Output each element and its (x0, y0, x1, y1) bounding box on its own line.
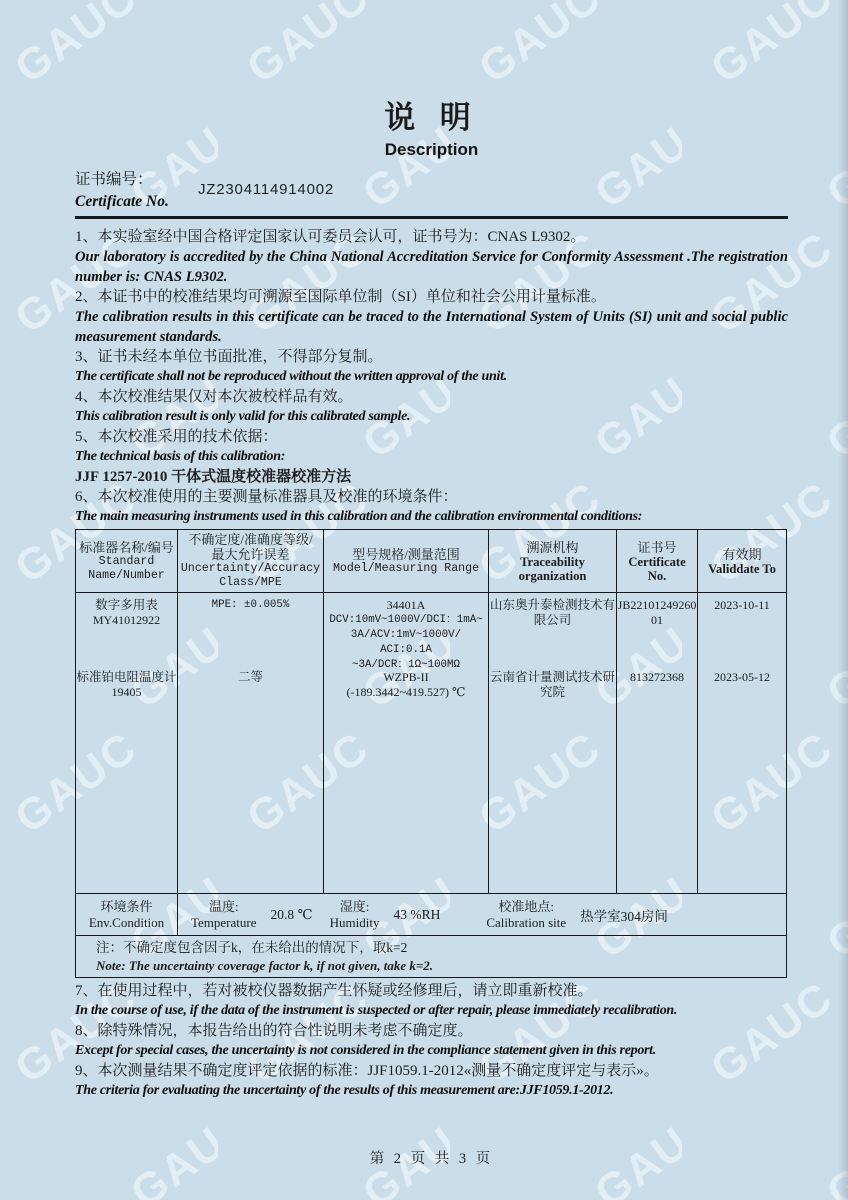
certificate-number-value: JZ2304114914002 (198, 181, 334, 198)
col-traceability: 山东奥升泰检测技术有 限公司 云南省计量测试技术研 究院 (488, 593, 616, 893)
header-valid-date: 有效期 Validdate To (697, 530, 786, 592)
note-cn: 注：不确定度包含因子k，在未给出的情况下，取k=2 (96, 940, 408, 955)
clause-6-en: The main measuring instruments used in this calibration and the calibration environmental conditions: (75, 509, 643, 524)
humidity-value: 43 %RH (393, 906, 441, 922)
calibration-site-label: 校准地点: Calibration site (486, 898, 567, 930)
env-condition-label: 环境条件 Env.Condition (88, 898, 165, 930)
clause-5 (75, 427, 788, 487)
clause-8-cn: 8、除特殊情况，本报告给出的符合性说明未考虑不确定度。 (75, 1023, 473, 1039)
clause-9-cn: 9、本次测量结果不确定度评定依据的标准：JJF1059.1-2012«测量不确定度评定与表示»。 (75, 1063, 659, 1079)
clause-4-en: This calibration result is only valid for this calibrated sample. (75, 409, 411, 424)
clause-6 (75, 487, 788, 527)
temperature-value: 20.8 ℃ (270, 906, 313, 922)
clauses-top (75, 227, 788, 527)
clause-5-en: The technical basis of this calibration: (75, 449, 286, 464)
clause-9 (75, 1061, 788, 1101)
clause-9-en: The criteria for evaluating the uncertainty of the results of this measurement are:JJF1059.1-2012. (75, 1083, 614, 1098)
env-values (177, 894, 786, 935)
col-model-range: 34401A DCV:10mV~1000V/DCI：1mA~ 3A/ACV:1mV~1000V/ ACI:0.1A ~3A/DCR：1Ω~100MΩ WZPB-II (-189.3442~419.527) ℃ (323, 593, 488, 893)
note-row (76, 936, 786, 977)
note-en: Note: The uncertainty coverage factor k, if not given, take k=2. (96, 958, 434, 973)
certificate-number-block (75, 169, 788, 215)
col-certificate-no: JB22101249260 01 813272368 (616, 593, 697, 893)
clause-3-cn: 3、证书未经本单位书面批准，不得部分复制。 (75, 349, 383, 365)
clause-3-en: The certificate shall not be reproduced without the written approval of the unit. (75, 369, 507, 384)
clause-4-cn: 4、本次校准结果仅对本次被校样品有效。 (75, 389, 353, 405)
table-data-rows (76, 593, 786, 894)
temperature-label: 温度: Temperature (191, 898, 257, 930)
clause-1-cn: 1、本实验室经中国合格评定国家认可委员会认可，证书号为：CNAS L9302。 (75, 229, 586, 245)
header-certificate-no: 证书号 Certificate No. (616, 530, 697, 592)
environment-row (76, 894, 786, 936)
clause-5-technical-basis: JJF 1257-2010 干体式温度校准器校准方法 (75, 469, 352, 485)
clause-6-cn: 6、本次校准使用的主要测量标准器具及校准的环境条件： (75, 489, 458, 505)
table-header-row (76, 530, 786, 593)
clause-2-en: The calibration results in this certificate can be traced to the International System of Units (SI) unit and social public measurement standards. (75, 309, 788, 345)
header-uncertainty: 不确定度/准确度等级/ 最大允许误差 Uncertainty/Accuracy Class/MPE (177, 530, 323, 592)
clause-3 (75, 347, 788, 387)
header-model-range: 型号规格/测量范围 Model/Measuring Range (323, 530, 488, 592)
clause-7-cn: 7、在使用过程中，若对被校仪器数据产生怀疑或经修理后，请立即重新校准。 (75, 983, 593, 999)
table-row: 标准铂电阻温度计 19405 (76, 670, 177, 699)
header-standard-name: 标准器名称/编号 Standard Name/Number (79, 539, 174, 582)
certificate-number-label-cn: 证书编号： (75, 171, 153, 188)
page-number: 第 2 页 共 3 页 (369, 1151, 494, 1167)
table-row: 数字多用表 MY41012922 (92, 598, 161, 627)
humidity-label: 湿度: Humidity (329, 898, 380, 930)
page-subtitle: Description (384, 140, 479, 159)
clause-1 (75, 227, 788, 287)
clause-8 (75, 1021, 788, 1061)
measuring-instruments-table (75, 529, 787, 978)
clause-4 (75, 387, 788, 427)
divider (75, 216, 788, 219)
col-uncertainty: MPE: ±0.005% 二等 (177, 593, 323, 893)
clause-7-en: In the course of use, if the data of the instrument is suspected or after repair, please immediately recalibration. (75, 1003, 678, 1018)
page-title: 说 明 (384, 100, 479, 135)
clause-5-cn: 5、本次校准采用的技术依据： (75, 429, 278, 445)
clauses-bottom (75, 981, 788, 1101)
clause-1-en: Our laboratory is accredited by the China National Accreditation Service for Conformity Assessment .The registration number is: CNAS L9302. (75, 249, 788, 285)
clause-2 (75, 287, 788, 347)
col-valid-date: 2023-10-11 2023-05-12 (697, 593, 786, 893)
clause-2-cn: 2、本证书中的校准结果均可溯源至国际单位制（SI）单位和社会公用计量标准。 (75, 289, 606, 305)
col-standard-name (76, 593, 177, 893)
clause-7 (75, 981, 788, 1021)
calibration-site-value: 热学室304房间 (580, 908, 668, 924)
clause-8-en: Except for special cases, the uncertainty is not considered in the compliance statement given in this report. (75, 1043, 656, 1058)
certificate-number-label-en: Certificate No. (75, 193, 169, 210)
page-content (75, 0, 788, 1168)
header-traceability: 溯源机构 Traceability organization (488, 530, 616, 592)
